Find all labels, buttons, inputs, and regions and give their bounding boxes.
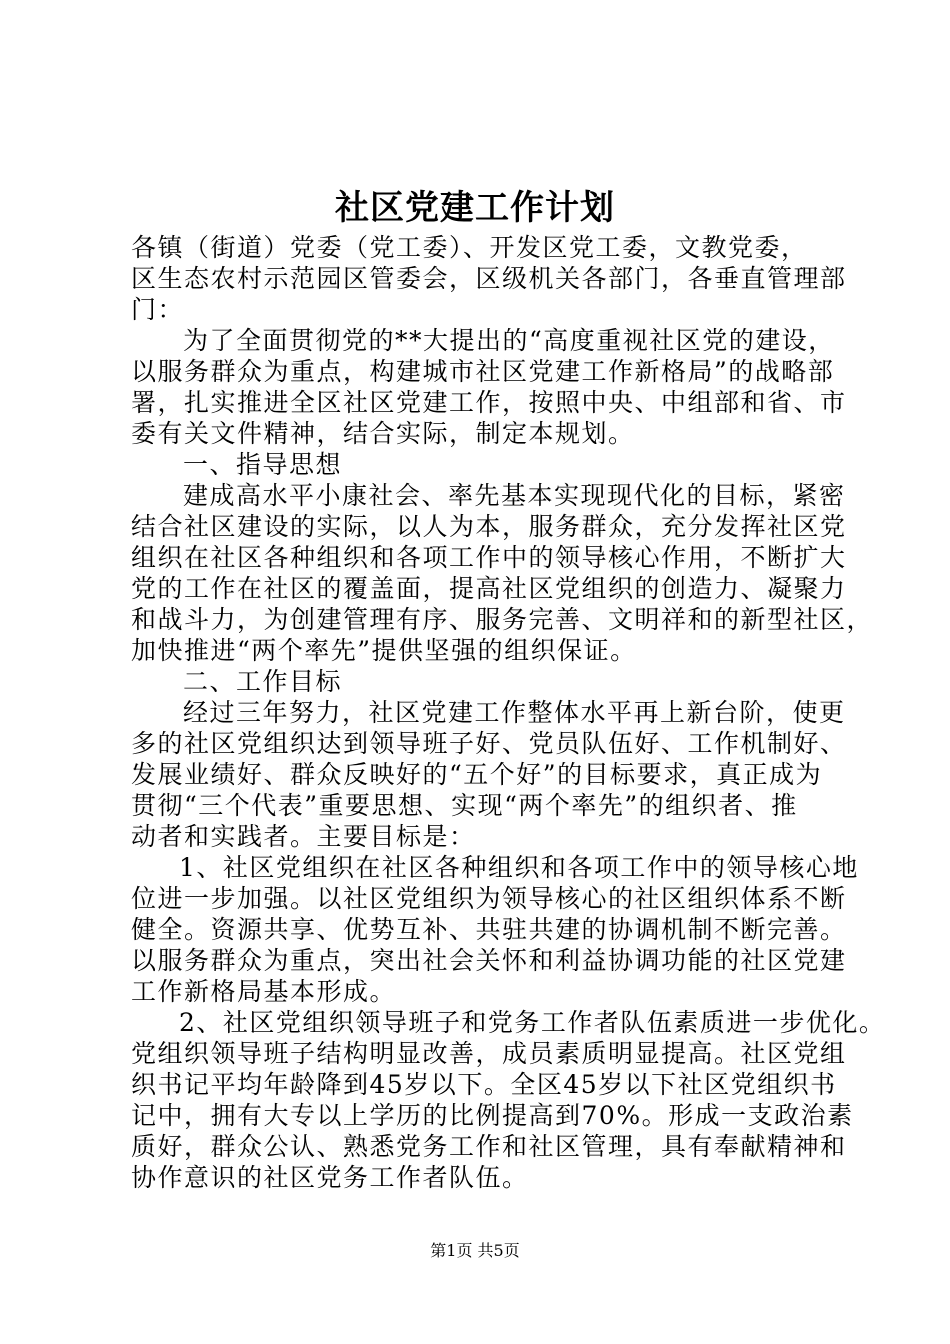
section-heading: 二、工作目标 — [183, 667, 343, 696]
text-line: 和战斗力，为创建管理有序、服务完善、文明祥和的新型社区， — [131, 605, 874, 634]
text-line: 为了全面贯彻党的**大提出的“高度重视社区党的建设， — [183, 326, 835, 355]
text-line: 协作意识的社区党务工作者队伍。 — [131, 1163, 529, 1192]
text-line: 1、社区党组织在社区各种组织和各项工作中的领导核心地 — [179, 853, 859, 882]
page-number-footer: 第1页 共5页 — [430, 1241, 520, 1260]
document-body — [131, 232, 886, 1193]
text-line: 党组织领导班子结构明显改善，成员素质明显提高。社区党组 — [131, 1039, 847, 1068]
text-line: 发展业绩好、群众反映好的“五个好”的目标要求，真正成为 — [131, 760, 823, 789]
text-line: 委有关文件精神，结合实际，制定本规划。 — [131, 419, 635, 448]
text-line: 贯彻“三个代表”重要思想、实现“两个率先”的组织者、推 — [131, 791, 798, 820]
text-line: 各镇（街道）党委（党工委）、开发区党工委，文教党委， — [131, 233, 808, 262]
text-line: 2、社区党组织领导班子和党务工作者队伍素质进一步优化。 — [179, 1008, 886, 1037]
text-line: 门： — [131, 295, 185, 324]
document-title: 社区党建工作计划 — [335, 188, 615, 228]
text-line: 位进一步加强。以社区党组织为领导核心的社区组织体系不断 — [131, 884, 847, 913]
text-line: 多的社区党组织达到领导班子好、党员队伍好、工作机制好、 — [131, 729, 847, 758]
text-line: 署，扎实推进全区社区党建工作，按照中央、中组部和省、市 — [131, 388, 847, 417]
text-line: 结合社区建设的实际，以人为本，服务群众，充分发挥社区党 — [131, 512, 847, 541]
section-heading: 一、指导思想 — [183, 450, 343, 479]
text-line: 以服务群众为重点，构建城市社区党建工作新格局”的战略部 — [131, 357, 835, 386]
text-line: 建成高水平小康社会、率先基本实现现代化的目标，紧密 — [183, 481, 846, 510]
text-line: 区生态农村示范园区管委会，区级机关各部门，各垂直管理部 — [131, 264, 847, 293]
text-line: 记中，拥有大专以上学历的比例提高到70%。形成一支政治素 — [131, 1101, 854, 1130]
text-line: 质好，群众公认、熟悉党务工作和社区管理，具有奉献精神和 — [131, 1132, 847, 1161]
text-line: 织书记平均年龄降到45岁以下。全区45岁以下社区党组织书 — [131, 1070, 837, 1099]
text-line: 加快推进“两个率先”提供坚强的组织保证。 — [131, 636, 637, 665]
text-line: 党的工作在社区的覆盖面，提高社区党组织的创造力、凝聚力 — [131, 574, 847, 603]
text-line: 以服务群众为重点，突出社会关怀和利益协调功能的社区党建 — [131, 946, 847, 975]
text-line: 动者和实践者。主要目标是： — [131, 822, 476, 851]
text-line: 工作新格局基本形成。 — [131, 977, 397, 1006]
text-line: 经过三年努力，社区党建工作整体水平再上新台阶，使更 — [183, 698, 846, 727]
text-line: 健全。资源共享、优势互补、共驻共建的协调机制不断完善。 — [131, 915, 847, 944]
text-line: 组织在社区各种组织和各项工作中的领导核心作用，不断扩大 — [131, 543, 847, 572]
